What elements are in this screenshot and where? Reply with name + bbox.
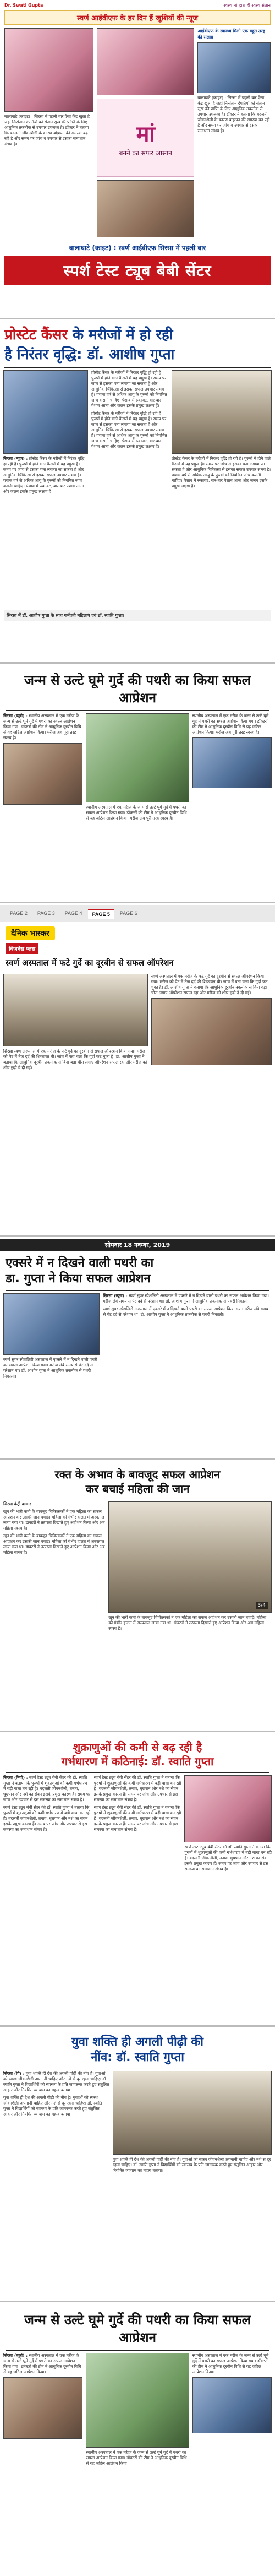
body-text: स्वर्ण अस्पताल में एक मरीज के फटे गुर्दे का दूरबीन से सफल ऑपरेशन किया गया। मरीज को पेट में तेज दर्द की शिकायत थी। जांच में पता चला कि गुर्दा फट चुका है। डॉ. आशीष गुप्ता ने बताया कि आधुनिक दूरबीन तकनीक से बिना बड़ा चीरा लगाए ऑपरेशन सफल रहा और मरीज को शीघ्र छुट्टी दे दी गई।	[3, 1049, 147, 1070]
col-1	[3, 1501, 105, 1717]
clipping-xray	[0, 1239, 275, 1460]
masthead-name: Dr. Swati Gupta	[4, 3, 43, 8]
col-2	[103, 1293, 272, 1443]
xray-headline: एक्सरे में न दिखने वाली पथरी का	[6, 1256, 154, 1270]
tab-page-2[interactable]: PAGE 2	[10, 910, 28, 916]
body-text-3: प्रोस्टेट कैंसर के मरीजों में निरंतर वृद्धि हो रही है। पुरुषों में होने वाले कैंसरों में यह प्रमुख है। समय पर जांच से इसका पता लगाया जा सकता है और आधुनिक चिकित्सा से इसका सफल उपचार संभव है। पचास वर्ष से अधिक आयु के पुरुषों को नियमित जांच करानी चाहिए। पेशाब में रुकावट, बार-बार पेशाब आना और जलन इसके प्रमुख लक्षण हैं।	[91, 411, 167, 449]
surgery-photo	[86, 713, 189, 802]
seminar-photo	[113, 2071, 272, 2155]
doctor-photo	[197, 42, 271, 93]
masthead-tagline: स्वस्थ मां द्वारा ही स्वस्थ संतान	[223, 3, 271, 8]
prostate-headline	[0, 322, 275, 346]
mother-baby-photo	[4, 28, 94, 112]
col-3	[184, 1775, 272, 2013]
col-1	[3, 974, 148, 1228]
dateline: सिरसा (न्यूज) :	[3, 456, 28, 461]
col-2	[113, 2071, 272, 2287]
body-text-2: स्वर्ण अस्पताल में एक मरीज के फटे गुर्दे का दूरबीन से सफल ऑपरेशन किया गया। मरीज को पेट में तेज दर्द की शिकायत थी। जांच में पता चला कि गुर्दा फट चुका है। डॉ. आशीष गुप्ता ने बताया कि आधुनिक दूरबीन तकनीक से बिना बड़ा चीरा लगाए ऑपरेशन सफल रहा और मरीज को शीघ्र छुट्टी दे दी गई।	[151, 974, 268, 995]
doctor-photo	[151, 998, 272, 1065]
slide-counter: 3/4	[256, 1602, 268, 1609]
youth-headline-line2: नींव: डॉ. स्वाति गुप्ता	[91, 2051, 184, 2064]
col-2	[94, 1775, 182, 2013]
doctor-photo	[193, 2377, 272, 2433]
col-1	[3, 1293, 100, 1443]
clipping-prostate	[0, 322, 275, 664]
patient-bed-photo	[108, 1501, 272, 1613]
col-1	[3, 370, 88, 608]
body-text-3: स्थानीय अस्पताल में एक मरीज के जन्म से उल्टे घूमे गुर्दे में पथरी का सफल आप्रेशन किया गया। डॉक्टरों की टीम ने आधुनिक दूरबीन विधि से यह जटिल आप्रेशन किया।	[192, 2353, 269, 2374]
body-text-2: स्थानीय अस्पताल में एक मरीज के जन्म से उल्टे घूमे गुर्दे में पथरी का सफल आप्रेशन किया गया। डॉक्टरों की टीम ने आधुनिक दूरबीन विधि से यह जटिल आप्रेशन किया।	[86, 2450, 187, 2466]
kidney-headline: जन्म से उल्टे घूमे गुर्दे की पथरी का किया सफल आप्रेशन	[24, 673, 251, 706]
right-box-title: आईवीएफ के स्वास्थ्य मिलो एक बहुत तरह की सलाह	[197, 29, 266, 40]
body-text-2: स्वर्ण टेस्ट ट्यूब बेबी सेंटर की डॉ. स्वाति गुप्ता ने बताया कि पुरुषों में शुक्राणुओं की कमी गर्भधारण में बड़ी बाधा बन रही है। बदलती जीवनशैली, तनाव, धूम्रपान और नशे का सेवन इसके प्रमुख कारण हैं। समय पर जांच और उपचार से इस समस्या का समाधान संभव है।	[3, 1805, 91, 1832]
right-body-text: बालाघाटे (काइट) : सिरसा में पहली बार ऐसा केंद्र खुला है जहां निःसंतान दंपतियों को संतान सुख की प्राप्ति के लिए आधुनिक तकनीक से उपचार उपलब्ध है। डॉक्टर ने बताया कि बदलती जीवनशैली के कारण बांझपन की समस्या बढ़ रही है और समय पर जांच व उपचार से इसका समाधान संभव है।	[197, 95, 270, 133]
headline-rest: के मरीजों में हो रही	[68, 327, 173, 343]
body-text-5: स्वर्ण टेस्ट ट्यूब बेबी सेंटर की डॉ. स्वाति गुप्ता ने बताया कि पुरुषों में शुक्राणुओं की कमी गर्भधारण में बड़ी बाधा बन रही है। बदलती जीवनशैली, तनाव, धूम्रपान और नशे का सेवन इसके प्रमुख कारण हैं। समय पर जांच और उपचार से इस समस्या का समाधान संभव है।	[184, 1845, 272, 1872]
clipping-youth	[0, 2029, 275, 2302]
col-2	[86, 2353, 189, 2558]
maa-card-title: मां	[136, 121, 155, 147]
dateline: सिरसा (ब्यूरो) :	[3, 713, 28, 718]
dateline: सिरसा (ब्यूरो) :	[3, 2353, 28, 2358]
col-1	[3, 713, 82, 891]
body-text-2: स्थानीय अस्पताल में एक मरीज के जन्म से उल्टे घूमे गुर्दे में पथरी का सफल आप्रेशन किया गया। डॉक्टरों की टीम ने आधुनिक दूरबीन विधि से यह जटिल आप्रेशन किया। मरीज अब पूरी तरह स्वस्थ है।	[86, 805, 187, 821]
hospital-photo	[3, 974, 148, 1046]
clipping-ivf	[0, 0, 275, 319]
dateline: सिरसा कंट्री बाजार	[3, 1501, 31, 1506]
dateline: सिरसा (पि) :	[3, 2071, 25, 2076]
date-strip: सोमवार 18 नवम्बर, 2019	[0, 1239, 275, 1251]
sperm-headline: शुक्राणुओं की कमी से बढ़ रही है	[73, 1740, 202, 1754]
kidney-headline: जन्म से उल्टे घूमे गुर्दे की पथरी का किया सफल आप्रेशन	[24, 2312, 251, 2345]
body-text-4: स्वर्ण टेस्ट ट्यूब बेबी सेंटर की डॉ. स्वाति गुप्ता ने बताया कि पुरुषों में शुक्राणुओं की कमी गर्भधारण में बड़ी बाधा बन रही है। बदलती जीवनशैली, तनाव, धूम्रपान और नशे का सेवन इसके प्रमुख कारण हैं। समय पर जांच और उपचार से इस समस्या का समाधान संभव है।	[94, 1805, 182, 1832]
clipping-kidney-1	[0, 666, 275, 903]
headline-highlight: प्रोस्टेट कैंसर	[4, 327, 68, 343]
body-text-2: स्वर्ण सुपर स्पेशलिटी अस्पताल में एक्सरे में न दिखने वाली पथरी का सफल आप्रेशन किया गया। मरीज लंबे समय से पेट दर्द से परेशान था। डॉ. आशीष गुप्ता ने आधुनिक तकनीक से पथरी निकाली।	[103, 1306, 268, 1317]
clipping-bhaskar	[0, 905, 275, 1237]
body-text-3: स्थानीय अस्पताल में एक मरीज के जन्म से उल्टे घूमे गुर्दे में पथरी का सफल आप्रेशन किया गया। डॉक्टरों की टीम ने आधुनिक दूरबीन विधि से यह जटिल आप्रेशन किया। मरीज अब पूरी तरह स्वस्थ है।	[192, 713, 269, 735]
page-tabs	[0, 905, 275, 922]
tab-page-4[interactable]: PAGE 4	[64, 910, 82, 916]
body-text-3: खून की भारी कमी के बावजूद चिकित्सकों ने एक महिला का सफल आप्रेशन कर उसकी जान बचाई। महिला को गंभीर हालत में अस्पताल लाया गया था। डॉक्टरों ने तत्परता दिखाते हुए आप्रेशन किया और अब महिला स्वस्थ है।	[108, 1615, 267, 1631]
col-3	[193, 713, 272, 891]
col-2	[86, 713, 189, 891]
photo-caption: सिरसा में डॉ. आशीष गुप्ता के साथ गर्भवती महिलाएं एवं डॉ. स्वाति गुप्ता।	[4, 610, 271, 621]
doctor-photo	[184, 1775, 272, 1842]
right-column	[197, 28, 271, 237]
body-text: स्थानीय अस्पताल में एक मरीज के जन्म से उल्टे घूमे गुर्दे में पथरी का सफल आप्रेशन किया गया। डॉक्टरों की टीम ने आधुनिक दूरबीन विधि से यह जटिल आप्रेशन किया।	[3, 2353, 81, 2374]
body-text: खून की भारी कमी के बावजूद चिकित्सकों ने एक महिला का सफल आप्रेशन कर उसकी जान बचाई। महिला को गंभीर हालत में अस्पताल लाया गया था। डॉक्टरों ने तत्परता दिखाते हुए आप्रेशन किया और अब महिला स्वस्थ है।	[3, 1509, 105, 1531]
center-banner: स्पर्श टेस्ट ट्यूब बेबी सेंटर	[4, 256, 271, 285]
col-1	[3, 2353, 82, 2558]
body-text: प्रोस्टेट कैंसर के मरीजों में निरंतर वृद्धि हो रही है। पुरुषों में होने वाले कैंसरों में यह प्रमुख है। समय पर जांच से इसका पता लगाया जा सकता है और आधुनिक चिकित्सा से इसका सफल उपचार संभव है। पचास वर्ष से अधिक आयु के पुरुषों को नियमित जांच करानी चाहिए। पेशाब में रुकावट, बार-बार पेशाब आना और जलन इसके प्रमुख लक्षण हैं।	[3, 456, 85, 494]
left-body-text: बालाघाटे (काइट) : सिरसा में पहली बार ऐसा केंद्र खुला है जहां निःसंतान दंपतियों को संतान सुख की प्राप्ति के लिए आधुनिक तकनीक से उपचार उपलब्ध है। डॉक्टर ने बताया कि बदलती जीवनशैली के कारण बांझपन की समस्या बढ़ रही है और समय पर जांच व उपचार से इसका समाधान संभव है।	[4, 114, 90, 147]
center-column	[97, 28, 194, 237]
col-2	[91, 370, 168, 608]
masthead	[0, 0, 275, 10]
sperm-headline-line2: गर्भधारण में कठिनाई: डॉ. स्वाति गुप्ता	[61, 1755, 214, 1768]
body-text-1: स्वर्ण सुपर स्पेशलिटी अस्पताल में एक्सरे में न दिखने वाली पथरी का सफल आप्रेशन किया गया। मरीज लंबे समय से पेट दर्द से परेशान था। डॉ. आशीष गुप्ता ने आधुनिक तकनीक से पथरी निकाली।	[3, 1357, 97, 1379]
maa-card-subtitle: बनने का सफर आसान	[119, 149, 172, 157]
col-3	[172, 370, 272, 608]
bhaskar-headline: स्वर्ण अस्पताल में फटे गुर्दे का दूरबीन से सफल ऑपरेशन	[6, 958, 174, 968]
doctor-portrait	[3, 1293, 100, 1355]
section-strip: बिजनेस प्लस	[6, 943, 38, 954]
youth-headline: युवा शक्ति ही अगली पीढ़ी की	[71, 2035, 204, 2049]
clipping-sperm	[0, 1734, 275, 2027]
couple-photo	[97, 180, 194, 237]
dateline: सिरसा (नियो) :	[3, 1775, 28, 1780]
left-column	[4, 28, 94, 237]
paper-name: दैनिक भास्कर	[6, 926, 55, 940]
surgery-photo	[86, 2353, 189, 2448]
top-banner: स्वर्ण आईवीएफ के हर दिन हैं खुशियों की न्यूज	[4, 10, 271, 25]
blood-headline: रक्त के अभाव के बावजूद सफल आप्रेशन	[54, 1468, 221, 1481]
prostate-headline-line2: है निरंतर वृद्धि: डॉ. आशीष गुप्ता	[4, 346, 175, 363]
doctor-photo	[193, 737, 272, 788]
body-text-2: प्रोस्टेट कैंसर के मरीजों में निरंतर वृद्धि हो रही है। पुरुषों में होने वाले कैंसरों में यह प्रमुख है। समय पर जांच से इसका पता लगाया जा सकता है और आधुनिक चिकित्सा से इसका सफल उपचार संभव है। पचास वर्ष से अधिक आयु के पुरुषों को नियमित जांच करानी चाहिए। पेशाब में रुकावट, बार-बार पेशाब आना और जलन इसके प्रमुख लक्षण हैं।	[91, 370, 167, 408]
col-3	[193, 2353, 272, 2558]
doctor-group-photo	[172, 370, 272, 454]
xray-headline-line2: डा. गुप्ता ने किया सफल आप्रेशन	[6, 1272, 151, 1286]
banner-line: बालाघाटे (काइट) : स्वर्ण आईवीएफ सिरसा में पहली बार	[69, 244, 206, 252]
blood-headline-line2: कर बचाई महिला की जान	[85, 1482, 190, 1495]
body-text-4: प्रोस्टेट कैंसर के मरीजों में निरंतर वृद्धि हो रही है। पुरुषों में होने वाले कैंसरों में यह प्रमुख है। समय पर जांच से इसका पता लगाया जा सकता है और आधुनिक चिकित्सा से इसका सफल उपचार संभव है। पचास वर्ष से अधिक आयु के पुरुषों को नियमित जांच करानी चाहिए। पेशाब में रुकावट, बार-बार पेशाब आना और जलन इसके प्रमुख लक्षण हैं।	[172, 456, 271, 489]
col-1	[3, 2071, 109, 2287]
dateline: सिरसा (न्यूज) :	[103, 1293, 128, 1298]
body-text-3: स्वर्ण टेस्ट ट्यूब बेबी सेंटर की डॉ. स्वाति गुप्ता ने बताया कि पुरुषों में शुक्राणुओं की कमी गर्भधारण में बड़ी बाधा बन रही है। बदलती जीवनशैली, तनाव, धूम्रपान और नशे का सेवन इसके प्रमुख कारण हैं। समय पर जांच और उपचार से इस समस्या का समाधान संभव है।	[94, 1775, 182, 1802]
body-text: युवा शक्ति ही देश की अगली पीढ़ी की नींव है। युवाओं को स्वस्थ जीवनशैली अपनानी चाहिए और नशे से दूर रहना चाहिए। डॉ. स्वाति गुप्ता ने विद्यार्थियों को स्वास्थ्य के प्रति जागरूक करते हुए संतुलित आहार और नियमित व्यायाम का महत्व बताया।	[3, 2071, 109, 2092]
patient-photo	[3, 2377, 82, 2439]
body-text-2: खून की भारी कमी के बावजूद चिकित्सकों ने एक महिला का सफल आप्रेशन कर उसकी जान बचाई। महिला को गंभीर हालत में अस्पताल लाया गया था। डॉक्टरों ने तत्परता दिखाते हुए आप्रेशन किया और अब महिला स्वस्थ है।	[3, 1533, 105, 1555]
col-1	[3, 1775, 91, 2013]
tab-page-5[interactable]: PAGE 5	[88, 909, 114, 919]
body-text: स्वर्ण सुपर स्पेशलिटी अस्पताल में एक्सरे में न दिखने वाली पथरी का सफल आप्रेशन किया गया। मरीज लंबे समय से पेट दर्द से परेशान था। डॉ. आशीष गुप्ता ने आधुनिक तकनीक से पथरी निकाली।	[103, 1293, 269, 1304]
clipping-blood	[0, 1462, 275, 1732]
col-2	[108, 1501, 272, 1717]
body-text: स्थानीय अस्पताल में एक मरीज के जन्म से उल्टे घूमे गुर्दे में पथरी का सफल आप्रेशन किया गया। डॉक्टरों की टीम ने आधुनिक दूरबीन विधि से यह जटिल आप्रेशन किया। मरीज अब पूरी तरह स्वस्थ है।	[3, 713, 81, 740]
prostate-illustration	[3, 370, 88, 454]
family-photo	[97, 28, 194, 95]
patient-photo	[3, 743, 82, 805]
maa-card	[97, 99, 194, 177]
body-text: स्वर्ण टेस्ट ट्यूब बेबी सेंटर की डॉ. स्वाति गुप्ता ने बताया कि पुरुषों में शुक्राणुओं की कमी गर्भधारण में बड़ी बाधा बन रही है। बदलती जीवनशैली, तनाव, धूम्रपान और नशे का सेवन इसके प्रमुख कारण हैं। समय पर जांच और उपचार से इस समस्या का समाधान संभव है।	[3, 1775, 91, 1802]
body-text-3: युवा शक्ति ही देश की अगली पीढ़ी की नींव है। युवाओं को स्वस्थ जीवनशैली अपनानी चाहिए और नशे से दूर रहना चाहिए। डॉ. स्वाति गुप्ता ने विद्यार्थियों को स्वास्थ्य के प्रति जागरूक करते हुए संतुलित आहार और नियमित व्यायाम का महत्व बताया।	[112, 2157, 271, 2173]
clipping-kidney-2	[0, 2304, 275, 2576]
dateline: सिरसा	[3, 1049, 13, 1054]
body-text-2: युवा शक्ति ही देश की अगली पीढ़ी की नींव है। युवाओं को स्वस्थ जीवनशैली अपनानी चाहिए और नशे से दूर रहना चाहिए। डॉ. स्वाति गुप्ता ने विद्यार्थियों को स्वास्थ्य के प्रति जागरूक करते हुए संतुलित आहार और नियमित व्यायाम का महत्व बताया।	[3, 2095, 102, 2117]
col-2	[151, 974, 272, 1228]
tab-page-6[interactable]: PAGE 6	[119, 910, 138, 916]
tab-page-3[interactable]: PAGE 3	[37, 910, 55, 916]
